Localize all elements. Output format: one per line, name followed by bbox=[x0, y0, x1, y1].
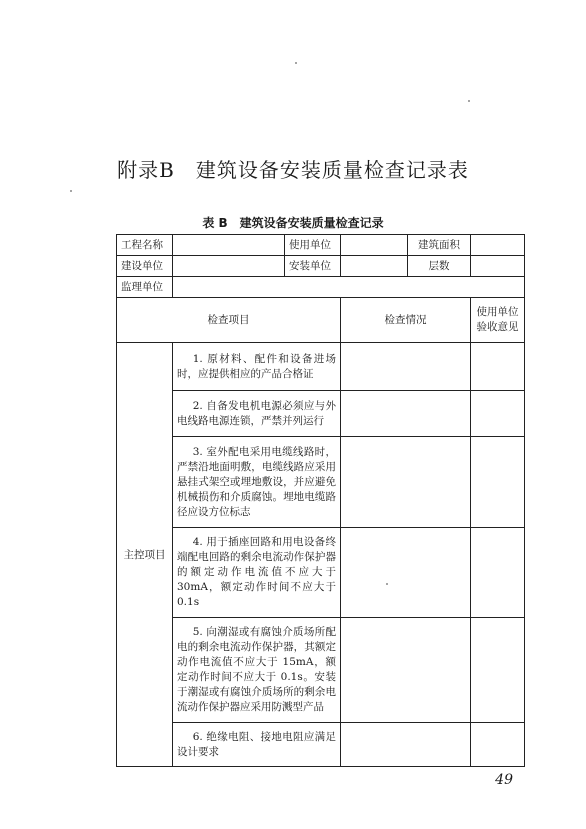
installation-unit-value bbox=[341, 256, 408, 277]
table-caption: 表 B 建筑设备安装质量检查记录 bbox=[202, 216, 384, 230]
table-row bbox=[117, 235, 525, 256]
inspection-item-6: 6. 绝缘电阻、接地电阻应满足设计要求 bbox=[173, 723, 341, 767]
project-name-value bbox=[173, 235, 285, 256]
construction-unit-label: 建设单位 bbox=[117, 256, 173, 277]
table-row bbox=[117, 277, 525, 298]
acceptance-opinion-line1: 使用单位 bbox=[476, 306, 519, 318]
table-row bbox=[117, 256, 525, 277]
scan-speck bbox=[295, 62, 297, 64]
building-area-label: 建筑面积 bbox=[408, 235, 471, 256]
page-number: 49 bbox=[495, 772, 513, 788]
appendix-title: 附录B 建筑设备安装质量检查记录表 bbox=[117, 158, 469, 182]
acceptance-opinion-line2: 验收意见 bbox=[476, 321, 519, 333]
table-row bbox=[117, 723, 525, 767]
table-header-row bbox=[117, 298, 525, 343]
category-label: 主控项目 bbox=[117, 343, 173, 767]
acceptance-opinion-cell bbox=[471, 723, 525, 767]
scan-speck bbox=[386, 583, 388, 585]
construction-unit-value bbox=[173, 256, 285, 277]
inspection-status-cell bbox=[341, 343, 471, 391]
inspection-status-header: 检查情况 bbox=[341, 298, 471, 343]
inspection-item-4: 4. 用于插座回路和用电设备终端配电回路的剩余电流动作保护器的额定动作电流值不应大于 30mA，额定动作时间不应大于 0.1s bbox=[173, 528, 341, 618]
table-row bbox=[117, 391, 525, 437]
inspection-item-3: 3. 室外配电采用电缆线路时，严禁沿地面明敷，电缆线路应采用悬挂式架空或埋地敷设，并应避免机械损伤和介质腐蚀。埋地电缆路径应设方位标志 bbox=[173, 437, 341, 528]
table-row bbox=[117, 437, 525, 528]
acceptance-opinion-cell bbox=[471, 618, 525, 723]
supervision-unit-value bbox=[173, 277, 525, 298]
inspection-status-cell bbox=[341, 437, 471, 528]
inspection-status-cell bbox=[341, 723, 471, 767]
inspection-record-table bbox=[116, 234, 525, 767]
user-unit-value bbox=[341, 235, 408, 256]
table-row bbox=[117, 343, 525, 391]
inspection-status-cell bbox=[341, 528, 471, 618]
scan-speck bbox=[70, 190, 72, 192]
user-unit-label: 使用单位 bbox=[285, 235, 341, 256]
acceptance-opinion-cell bbox=[471, 437, 525, 528]
table-row bbox=[117, 528, 525, 618]
building-area-value bbox=[471, 235, 525, 256]
inspection-status-cell bbox=[341, 391, 471, 437]
inspection-item-1: 1. 原材料、配件和设备进场时，应提供相应的产品合格证 bbox=[173, 343, 341, 391]
installation-unit-label: 安装单位 bbox=[285, 256, 341, 277]
acceptance-opinion-cell bbox=[471, 528, 525, 618]
table-row bbox=[117, 618, 525, 723]
inspection-status-cell bbox=[341, 618, 471, 723]
inspection-item-5: 5. 向潮湿或有腐蚀介质场所配电的剩余电流动作保护器，其额定动作电流值不应大于 15mA，额定动作时间不应大于 0.1s。安装于潮湿或有腐蚀介质场所的剩余电流动作保护器应采用防溅型产品 bbox=[173, 618, 341, 723]
inspection-item-2: 2. 自备发电机电源必须应与外电线路电源连锁，严禁并列运行 bbox=[173, 391, 341, 437]
acceptance-opinion-cell bbox=[471, 343, 525, 391]
scan-speck bbox=[468, 100, 470, 102]
inspection-item-header: 检查项目 bbox=[117, 298, 341, 343]
project-name-label: 工程名称 bbox=[117, 235, 173, 256]
supervision-unit-label: 监理单位 bbox=[117, 277, 173, 298]
floors-label: 层数 bbox=[408, 256, 471, 277]
acceptance-opinion-header bbox=[471, 298, 525, 343]
acceptance-opinion-cell bbox=[471, 391, 525, 437]
floors-value bbox=[471, 256, 525, 277]
